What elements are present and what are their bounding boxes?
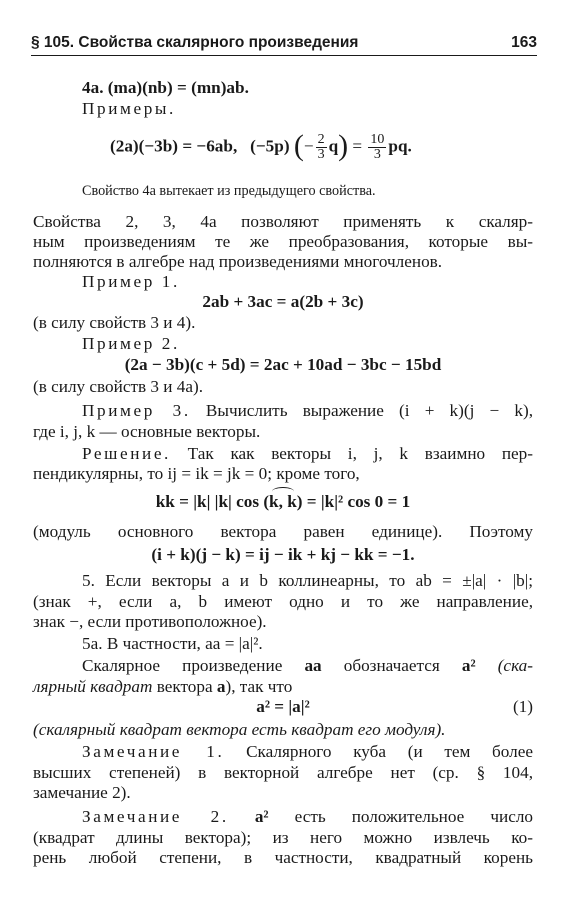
example-3-line: где i, j, k — основные векторы. xyxy=(33,422,261,441)
paragraph-line: Свойства 2, 3, 4а позволяют применять к скаляр- xyxy=(33,212,533,231)
remark-2-line: (квадрат длины вектора); из него можно извлечь ко- xyxy=(33,828,533,847)
kk-formula: kk = |k| |k| cos (k, k) = |k|² cos 0 = 1 xyxy=(155,492,411,511)
equation-number: (1) xyxy=(512,697,533,716)
paragraph-line: полняются в алгебре над произведениями многочленов. xyxy=(33,252,443,271)
property-5-line: (знак +, если a, b имеют одно и то же направление, xyxy=(33,592,533,611)
remark-1-line: высших степеней) в векторной алгебре нет (ср. § 104, xyxy=(33,763,533,782)
running-header xyxy=(31,34,537,56)
ik-formula: (i + k)(j − k) = ij − ik + kj − kk = −1. xyxy=(151,545,415,564)
angle-hat-icon: k, k xyxy=(269,492,297,511)
example-2-formula: (2a − 3b)(c + 5d) = 2ac + 10ad − 3bc − 15bd xyxy=(124,355,442,374)
solution-line: пендикулярны, то ij = ik = jk = 0; кроме того, xyxy=(33,464,360,483)
example-3-line: Пример 3. Вычислить выражение (i + k)(j − k), xyxy=(82,401,533,420)
property-5a: 5а. В частности, aa = |a|². xyxy=(82,634,263,653)
small-note: Свойство 4а вытекает из предыдущего свойства. xyxy=(82,183,376,199)
scalar-square-line: Скалярное произведение aa обозначается a² (ска- xyxy=(82,656,533,675)
paragraph-line: ным произведениям те же преобразования, которые вы- xyxy=(33,232,533,251)
page-number: 163 xyxy=(511,34,537,51)
equation-1: a² = |a|² (1) xyxy=(256,697,533,716)
section-title: § 105. Свойства скалярного произведения xyxy=(31,34,359,51)
modulus-line: (модуль основного вектора равен единице). Поэтому xyxy=(33,522,533,541)
property-5-line: знак −, если противоположное). xyxy=(33,612,267,631)
solution-line: Решение. Так как векторы i, j, k взаимно пер- xyxy=(82,444,533,463)
examples-formula: (2a)(−3b) = −6ab, (−5p) (− $\frac{2}{3}$ q) = $\frac{10}{3}$ pq. xyxy=(110,128,412,162)
italic-statement: (скалярный квадрат вектора есть квадрат его модуля). xyxy=(33,720,446,739)
example-2-label: Пример 2. xyxy=(82,334,180,353)
property-4a: 4a. (ma)(nb) = (mn)ab. xyxy=(82,78,249,97)
example-2-note: (в силу свойств 3 и 4а). xyxy=(33,377,204,396)
property-5-line: 5. Если векторы a и b коллинеарны, то ab = ±|a| · |b|; xyxy=(82,571,533,590)
examples-label: Примеры. xyxy=(82,99,176,118)
remark-1-line: замечание 2). xyxy=(33,783,131,802)
example-1-note: (в силу свойств 3 и 4). xyxy=(33,313,196,332)
example-1-label: Пример 1. xyxy=(82,272,180,291)
example-1-formula: 2ab + 3ac = a(2b + 3c) xyxy=(202,292,364,311)
scalar-square-line: лярный квадрат вектора a), так что xyxy=(33,677,293,696)
remark-2-line: рень любой степени, в частности, квадратный корень xyxy=(33,848,533,867)
remark-1-line: Замечание 1. Скалярного куба (и тем более xyxy=(82,742,533,761)
remark-2-line: Замечание 2. a² есть положительное число xyxy=(82,807,533,826)
